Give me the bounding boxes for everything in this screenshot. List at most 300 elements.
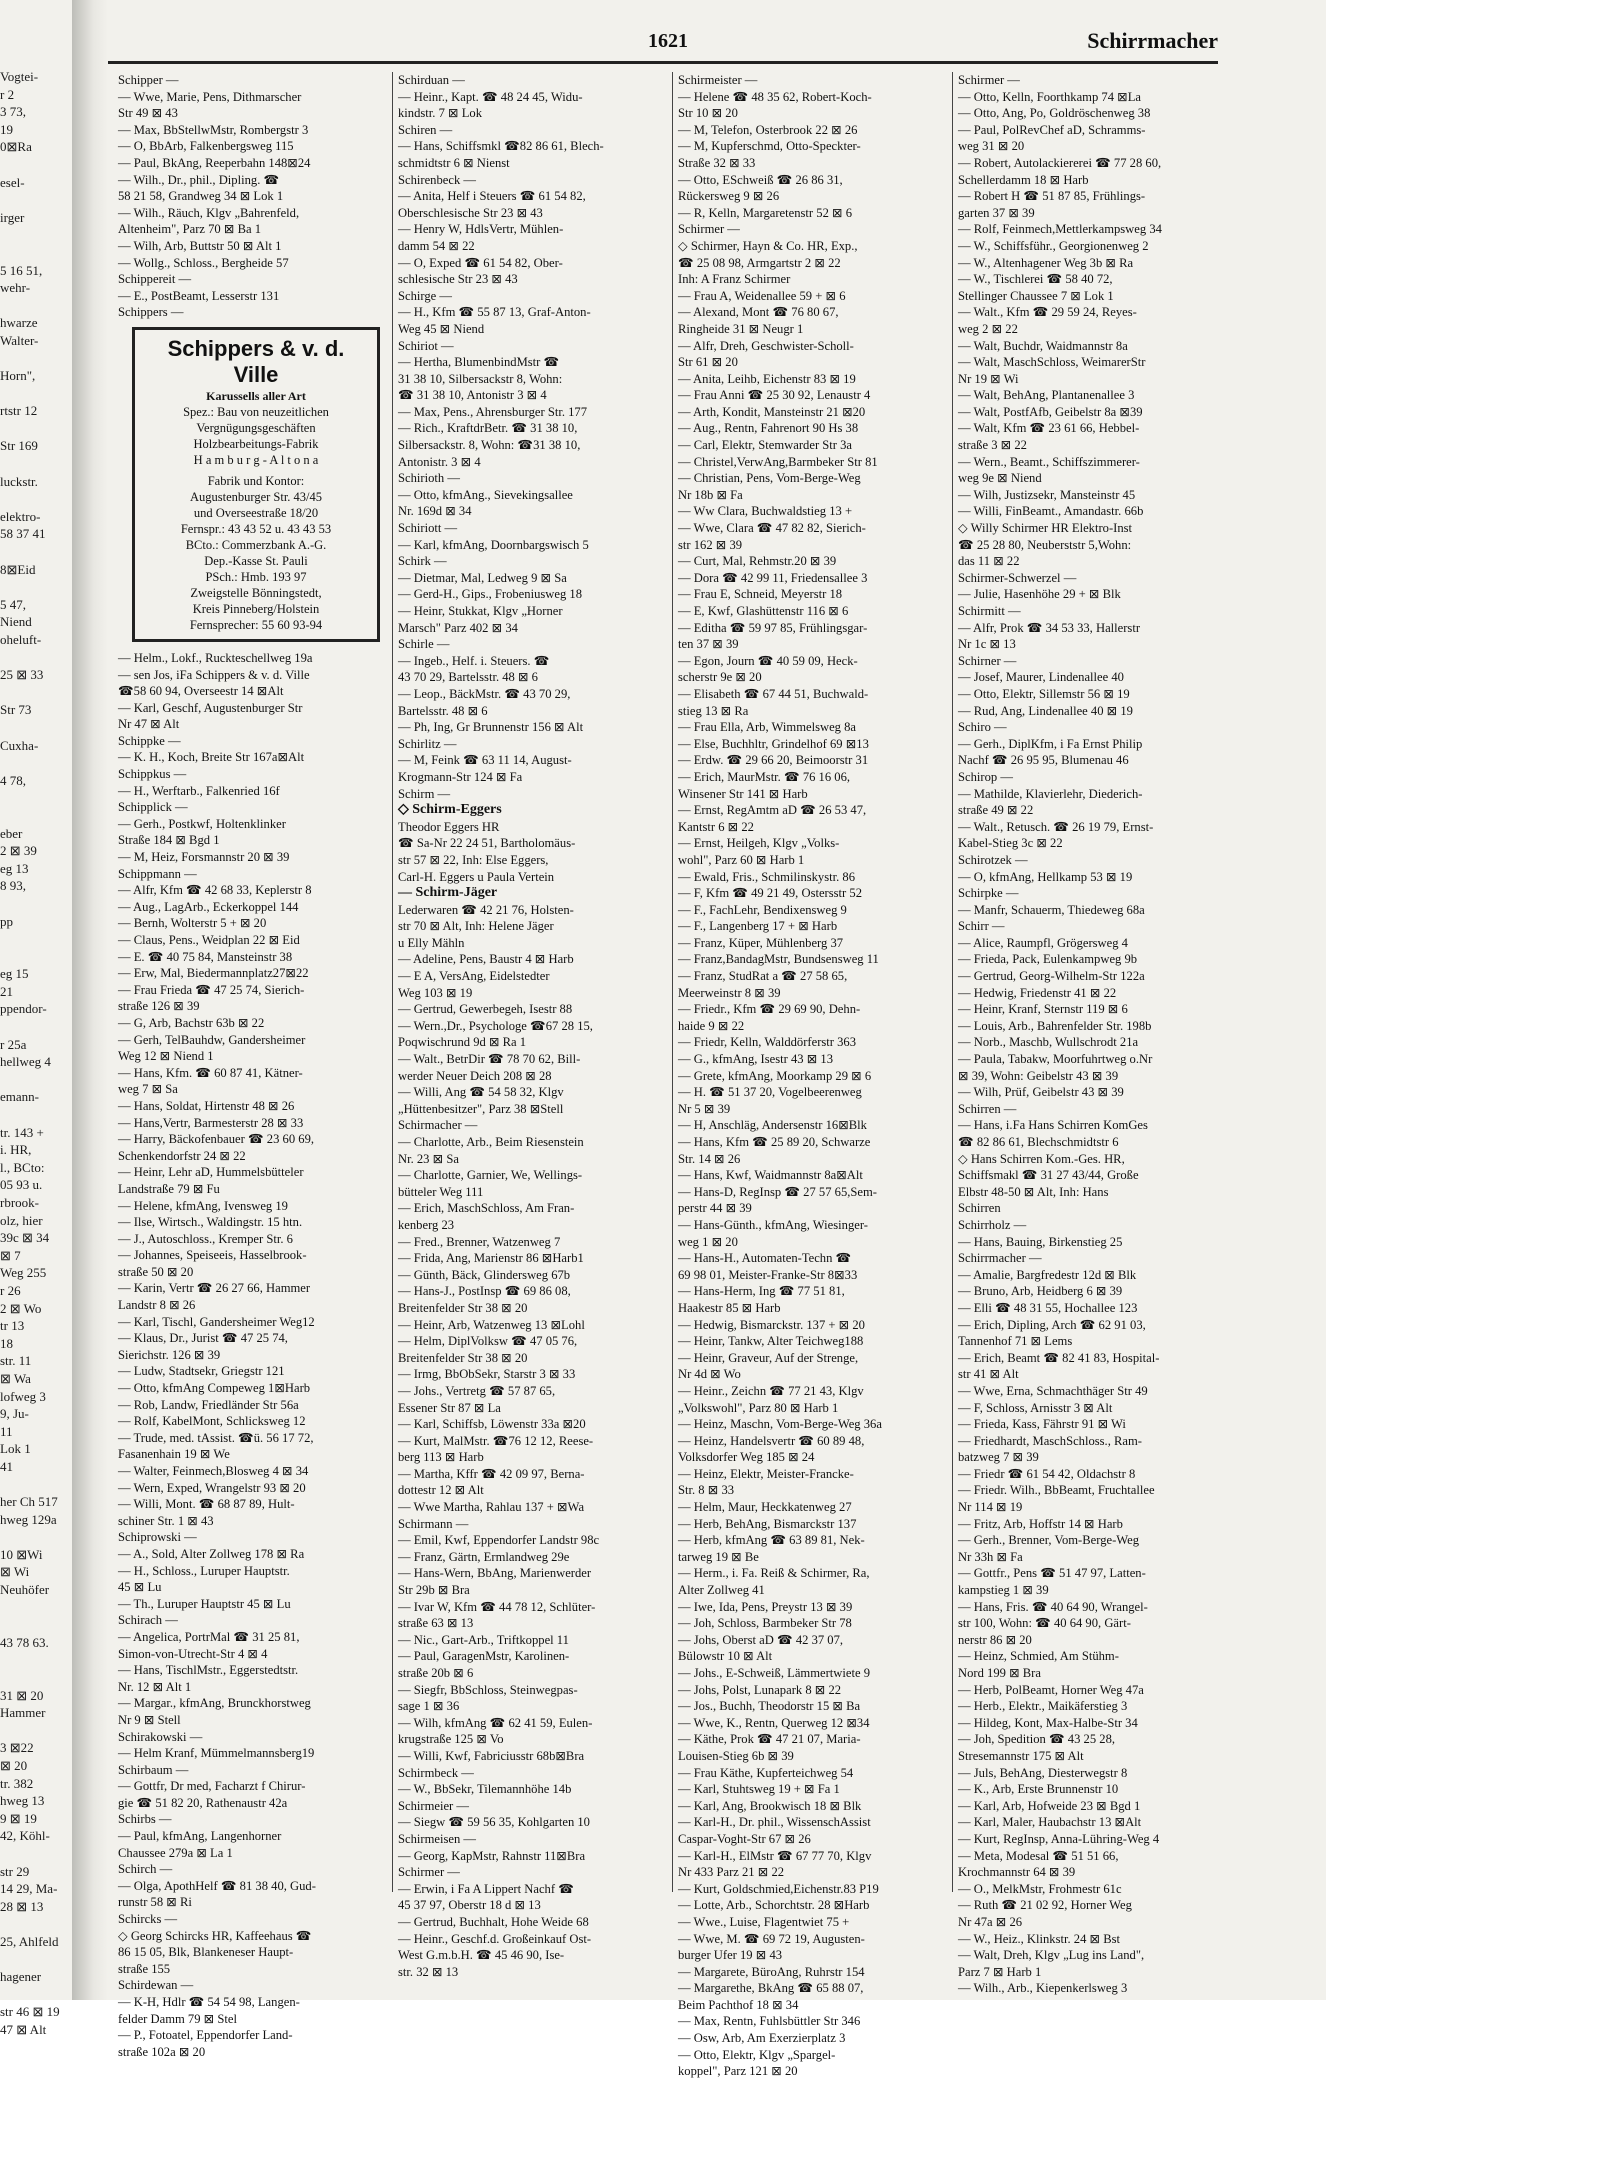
directory-entry: — K. H., Koch, Breite Str 167a⊠Alt [118, 750, 305, 765]
directory-entry: — Alfr, Prok ☎ 34 53 33, Hallerstr [958, 620, 1141, 635]
spill-line [0, 1616, 72, 1634]
directory-entry: — P., Fotoatel, Eppendorfer Land- [118, 2028, 293, 2043]
directory-entry: Schirrholz — [958, 1217, 1027, 1232]
spill-line: 39c ⊠ 34 [0, 1230, 50, 1246]
directory-entry: Schippereit — [118, 272, 192, 287]
directory-entry: — Walt, Kfm ☎ 23 61 66, Hebbel- [958, 421, 1140, 436]
directory-entry: 58 21 58, Grandweg 34 ⊠ Lok 1 [118, 189, 284, 204]
spill-line: 43 78 63. [0, 1634, 49, 1650]
spill-line [0, 385, 72, 403]
directory-entry: — Elisabeth ☎ 67 44 51, Buchwald- [678, 686, 869, 701]
directory-entry: — Walt, BehAng, Plantanenallee 3 [958, 388, 1135, 403]
directory-entry: — Heinz, Elektr, Meister-Francke- [678, 1466, 854, 1481]
directory-entry: Nr 5 ⊠ 39 [678, 1101, 731, 1116]
directory-entry: stieg 13 ⊠ Ra [678, 703, 749, 718]
directory-entry: str 162 ⊠ 39 [678, 537, 743, 552]
spill-line: hellweg 4 [0, 1054, 51, 1070]
directory-entry: Nr 114 ⊠ 19 [958, 1500, 1023, 1515]
directory-entry: Inh: A Franz Schirmer [678, 272, 791, 287]
directory-entry: — E, Kwf, Glashüttenstr 116 ⊠ 6 [678, 604, 849, 618]
directory-entry: dottestr 12 ⊠ Alt [398, 1483, 484, 1498]
spill-line: str 46 ⊠ 19 [0, 2004, 60, 2020]
directory-entry: straße 20b ⊠ 6 [398, 1666, 474, 1680]
directory-entry: Schirmeier — [398, 1798, 469, 1813]
directory-entry: — Ww Clara, Buchwaldstieg 13 + [678, 504, 853, 519]
directory-entry: Nr 47 ⊠ Alt [118, 717, 180, 732]
spill-line: Str 169 [0, 438, 38, 454]
directory-entry: — Hans-D, RegInsp ☎ 27 57 65,Sem- [678, 1184, 877, 1199]
directory-entry: — Karl, Stuhtsweg 19 + ⊠ Fa 1 [678, 1782, 840, 1797]
spill-line [0, 490, 72, 508]
directory-entry: — Otto, Elektr, Klgv „Spargel- [678, 2047, 836, 2062]
spill-line: Hammer [0, 1705, 46, 1721]
directory-entry: — Willi, Kwf, Fabriciusstr 68b⊠Bra [398, 1748, 585, 1763]
directory-entry: — Wern., Beamt., Schiffszimmerer- [958, 454, 1140, 469]
directory-entry: — Ernst, Heilgeh, Klgv „Volks- [678, 836, 840, 851]
directory-entry: garten 37 ⊠ 39 [958, 205, 1035, 220]
directory-entry: Schiriott — [398, 521, 458, 536]
directory-entry: Str. 8 ⊠ 33 [678, 1483, 735, 1498]
directory-entry: — Henry W, HdlsVertr, Mühlen- [398, 222, 564, 237]
spill-line [0, 1915, 72, 1933]
directory-entry: str 70 ⊠ Alt, Inh: Helene Jäger [398, 919, 554, 934]
spill-line: Niend [0, 614, 32, 630]
directory-entry: Krogmann-Str 124 ⊠ Fa [398, 769, 523, 784]
spill-line: str. 11 [0, 1353, 32, 1369]
directory-entry: — Egon, Journ ☎ 40 59 09, Heck- [678, 653, 858, 668]
spill-line: 25 ⊠ 33 [0, 667, 44, 683]
column-2 [398, 72, 666, 1992]
directory-entry: — Charlotte, Garnier, We, Wellings- [398, 1168, 583, 1183]
directory-entry: Caspar-Voght-Str 67 ⊠ 26 [678, 1831, 811, 1846]
directory-entry: — Otto, kfmAng Compeweg 1⊠Harb [118, 1381, 311, 1396]
directory-entry: — Herb, kfmAng ☎ 63 89 81, Nek- [678, 1533, 865, 1548]
spill-line [0, 895, 72, 913]
directory-entry: — Wern, Exped, Wrangelstr 93 ⊠ 20 [118, 1480, 306, 1495]
directory-entry: — Rob, Landw, Friedländer Str 56a [118, 1397, 299, 1412]
spill-line: 3 ⊠22 [0, 1740, 34, 1756]
directory-entry: — Wwe, K., Rentn, Querweg 12 ⊠34 [678, 1715, 870, 1730]
directory-entry: — Rolf, Feinmech,Mettlerkampsweg 34 [958, 222, 1162, 237]
directory-entry: — Anita, Leihb, Eichenstr 83 ⊠ 19 [678, 371, 856, 386]
directory-entry: — Fritz, Arb, Hoffstr 14 ⊠ Harb [958, 1516, 1123, 1531]
directory-entry: 45 ⊠ Lu [118, 1580, 162, 1595]
spill-line: 8⊠Eid [0, 561, 36, 577]
directory-entry: — Helm, Maur, Heckkatenweg 27 [678, 1500, 852, 1515]
spill-line [0, 1476, 72, 1494]
directory-entry: — Johs, Oberst aD ☎ 42 37 07, [678, 1632, 844, 1647]
spill-line [0, 1669, 72, 1687]
spill-line [0, 789, 72, 807]
ad-line: Augustenburger Str. 43/45 [189, 489, 323, 504]
spill-line: str 29 [0, 1863, 30, 1879]
directory-entry: — Friedr ☎ 61 54 42, Oldachstr 8 [958, 1466, 1136, 1481]
directory-entry: straße 3 ⊠ 22 [958, 438, 1027, 453]
directory-entry: — Heinr, Tankw, Alter Teichweg188 [678, 1334, 864, 1349]
directory-entry: Nr. 12 ⊠ Alt 1 [118, 1679, 192, 1694]
directory-entry: tarweg 19 ⊠ Be [678, 1549, 759, 1564]
directory-entry: — Martha, Kffr ☎ 42 09 97, Berna- [398, 1466, 585, 1481]
ad-line: Holzbearbeitungs-Fabrik [193, 436, 319, 451]
directory-entry: Bülowstr 10 ⊠ Alt [678, 1649, 773, 1664]
directory-entry: — Hans-J., PostInsp ☎ 69 86 08, [398, 1284, 571, 1299]
directory-entry: — Herb, BehAng, Bismarckstr 137 [678, 1516, 857, 1531]
directory-entry: — Ilse, Wirtsch., Waldingstr. 15 htn. [118, 1215, 303, 1230]
directory-entry: — Otto, ESchweiß ☎ 26 86 31, [678, 172, 843, 187]
directory-entry: Schircks — [118, 1912, 178, 1927]
directory-entry: — Hans, Kfm ☎ 25 89 20, Schwarze [678, 1135, 871, 1149]
spill-line: 31 ⊠ 20 [0, 1687, 44, 1703]
directory-entry: — Walt., BetrDir ☎ 78 70 62, Bill- [398, 1052, 581, 1067]
spill-line [0, 578, 72, 596]
directory-entry: gie ☎ 51 82 20, Rathenaustr 42a [118, 1795, 288, 1810]
directory-entry: — Aug., LagArb., Eckerkoppel 144 [118, 899, 299, 914]
directory-entry: nerstr 86 ⊠ 20 [958, 1632, 1032, 1647]
advertisement-box [132, 327, 380, 642]
directory-entry: — Hans, Kfm. ☎ 60 87 41, Kätner- [118, 1065, 303, 1080]
spill-line: hagener [0, 1969, 42, 1985]
directory-entry: — Karl, kfmAng, Doornbargswisch 5 [398, 537, 589, 552]
spill-line: wehr- [0, 280, 31, 296]
directory-entry: — Frau Käthe, Kupferteichweg 54 [678, 1765, 854, 1780]
spill-line: 05 93 u. [0, 1177, 43, 1193]
directory-entry: Schiffsmakl ☎ 31 27 43/44, Große [958, 1168, 1139, 1183]
directory-entry: — F., FachLehr, Bendixensweg 9 [678, 902, 847, 917]
directory-entry: — Hedwig, Bismarckstr. 137 + ⊠ 20 [678, 1317, 865, 1332]
spill-line: hwarze [0, 315, 38, 331]
directory-entry: str 41 ⊠ Alt [958, 1367, 1019, 1382]
directory-entry: — Heinr, Kranf, Sternstr 119 ⊠ 6 [958, 1002, 1128, 1017]
spill-line: hweg 13 [0, 1793, 45, 1809]
spill-line [0, 1599, 72, 1617]
directory-entry: — Heinz, Handelsvertr ☎ 60 89 48, [678, 1433, 865, 1448]
directory-entry: — Walt., Retusch. ☎ 26 19 79, Ernst- [958, 819, 1154, 834]
ad-line: BCto.: Commerzbank A.-G. [185, 537, 327, 552]
spill-line: 42, Köhl- [0, 1828, 50, 1844]
directory-entry: — Günth, Bäck, Glindersweg 67b [398, 1267, 571, 1282]
directory-entry: Schiro — [958, 720, 1007, 735]
spill-line: hweg 129a [0, 1511, 57, 1527]
directory-entry: Nr 19 ⊠ Wi [958, 371, 1019, 386]
directory-entry: Nr 4d ⊠ Wo [678, 1367, 741, 1382]
directory-entry: — Carl, Elektr, Stemwarder Str 3a [678, 438, 853, 453]
directory-entry: ◇ Georg Schircks HR, Kaffeehaus ☎ [118, 1928, 312, 1943]
directory-entry: — Hans, Bauing, Birkenstieg 25 [958, 1234, 1123, 1249]
directory-entry: Nr 9 ⊠ Stell [118, 1712, 181, 1727]
directory-entry: wohl", Parz 60 ⊠ Harb 1 [678, 852, 805, 867]
spill-line [0, 1845, 72, 1863]
directory-entry: — Johs., Vertretg ☎ 57 87 65, [398, 1383, 556, 1398]
directory-entry: — Adeline, Pens, Baustr 4 ⊠ Harb [398, 952, 574, 967]
directory-entry: Landstraße 79 ⊠ Fu [118, 1181, 220, 1196]
directory-entry: Nr 1c ⊠ 13 [958, 637, 1016, 652]
spill-line [0, 684, 72, 702]
directory-entry: Schirdewan — [118, 1978, 194, 1993]
directory-entry: — Harry, Bäckofenbauer ☎ 23 60 69, [118, 1132, 315, 1147]
directory-entry: felder Damm 79 ⊠ Stel [118, 2011, 237, 2026]
directory-entry: Fasanenhain 19 ⊠ We [118, 1447, 230, 1462]
directory-entry: — Irmg, BbObSekr, Starstr 3 ⊠ 33 [398, 1367, 576, 1382]
directory-entry: Schirmer — [678, 222, 740, 237]
spill-line: 8 93, [0, 878, 26, 894]
spill-line [0, 1071, 72, 1089]
directory-entry: Louisen-Stieg 6b ⊠ 39 [678, 1748, 794, 1763]
directory-entry: Schiriot — [398, 338, 454, 353]
directory-entry: — Otto, Elektr, Sillemstr 56 ⊠ 19 [958, 686, 1130, 701]
directory-entry: — Wilh, Justizsekr, Mansteinstr 45 [958, 487, 1136, 502]
directory-entry: Rückersweg 9 ⊠ 26 [678, 189, 780, 204]
directory-entry: — Schirm-Jäger [398, 885, 498, 901]
spill-line: ⊠ Wa [0, 1370, 31, 1386]
directory-entry: krugstraße 125 ⊠ Vo [398, 1732, 504, 1747]
spill-line: lofweg 3 [0, 1388, 46, 1404]
directory-entry: — Helm, DiplVolksw ☎ 47 05 76, [398, 1334, 578, 1349]
directory-entry: Lederwaren ☎ 42 21 76, Holsten- [398, 902, 574, 917]
ad-title: Schippers & v. d. Ville [167, 335, 345, 387]
ad-line: Zweigstelle Bönningstedt, [190, 585, 322, 600]
directory-entry: werder Neuer Deich 208 ⊠ 28 [398, 1068, 552, 1083]
spill-line [0, 930, 72, 948]
directory-entry: — Josef, Maurer, Lindenallee 40 [958, 670, 1124, 685]
directory-entry: — Wwe., Luise, Flagentwiet 75 + [678, 1914, 850, 1929]
spill-line: Horn", [0, 368, 36, 384]
directory-entry: — Erdw. ☎ 29 66 20, Beimoorstr 31 [678, 753, 869, 768]
spill-line [0, 1986, 72, 2004]
directory-entry: — Anita, Helf i Steuers ☎ 61 54 82, [398, 189, 586, 204]
directory-entry: Stresemannstr 175 ⊠ Alt [958, 1748, 1084, 1763]
directory-entry: — Gerh., Brenner, Vom-Berge-Weg [958, 1533, 1140, 1548]
directory-entry: — Hans, Soldat, Hirtenstr 48 ⊠ 26 [118, 1098, 295, 1113]
directory-entry: — Gerh., DiplKfm, i Fa Ernst Philip [958, 736, 1143, 751]
directory-entry: — Walt, PostfAfb, Geibelstr 8a ⊠39 [958, 404, 1143, 419]
directory-entry: Schirmbeck — [398, 1765, 474, 1780]
directory-entry: — Erich, MaschSchloss, Am Fran- [398, 1201, 575, 1216]
spill-line [0, 297, 72, 315]
directory-entry: — Willi, Ang ☎ 54 58 32, Klgv [398, 1085, 564, 1100]
directory-entry: Schirch — [118, 1862, 173, 1877]
directory-entry: — Erich, Dipling, Arch ☎ 62 91 03, [958, 1317, 1146, 1332]
directory-entry: — Herm., i. Fa. Reiß & Schirmer, Ra, [678, 1566, 870, 1581]
directory-entry: Nr. 169d ⊠ 34 [398, 504, 472, 519]
directory-entry: Haakestr 85 ⊠ Harb [678, 1300, 781, 1315]
directory-entry: — Johs., E-Schweiß, Lämmertwiete 9 [678, 1666, 871, 1680]
directory-entry: Schirner — [958, 653, 1017, 668]
directory-entry: u Elly Mähln [398, 935, 465, 950]
directory-entry: — Wwe, Marie, Pens, Dithmarscher [118, 89, 302, 104]
directory-entry: Ringheide 31 ⊠ Neugr 1 [678, 321, 804, 336]
directory-entry: — Franz, StudRat a ☎ 27 58 65, [678, 969, 848, 984]
directory-entry: — Otto, Ang, Po, Goldröschenweg 38 [958, 106, 1151, 121]
spill-line [0, 156, 72, 174]
directory-entry: — Aug., Rentn, Fahrenort 90 Hs 38 [678, 421, 859, 436]
spill-line: Cuxha- [0, 737, 39, 753]
directory-entry: Schirakowski — [118, 1729, 203, 1744]
directory-entry: 43 70 29, Bartelsstr. 48 ⊠ 6 [398, 670, 538, 685]
directory-entry: — Gerd-H., Gips., Frobeniusweg 18 [398, 587, 582, 602]
directory-entry: — Kurt, Goldschmied,Eichenstr.83 P19 [678, 1881, 879, 1896]
spill-line: l., BCto: [0, 1159, 45, 1175]
directory-entry: Meerweinstr 8 ⊠ 39 [678, 985, 781, 1000]
directory-entry: Alter Zollweg 41 [678, 1583, 765, 1598]
directory-entry: — Alice, Raumpfl, Grögersweg 4 [958, 935, 1128, 950]
directory-entry: — Osw, Arb, Am Exerzierplatz 3 [678, 2031, 846, 2046]
spill-line [0, 244, 72, 262]
spill-line: 9 ⊠ 19 [0, 1810, 37, 1826]
directory-entry: Altenheim", Parz 70 ⊠ Ba 1 [118, 222, 262, 237]
directory-entry: — Arth, Kondit, Mansteinstr 21 ⊠20 [678, 404, 866, 419]
directory-entry: Oberschlesische Str 23 ⊠ 43 [398, 205, 543, 220]
spill-line: eber [0, 825, 23, 841]
directory-entry: Landstr 8 ⊠ 26 [118, 1298, 196, 1313]
directory-entry: — Olga, ApothHelf ☎ 81 38 40, Gud- [118, 1878, 316, 1893]
directory-entry: Nr. 23 ⊠ Sa [398, 1151, 459, 1166]
directory-entry: Schirmeister — [678, 73, 758, 87]
directory-entry: — Hildeg, Kont, Max-Halbe-Str 34 [958, 1715, 1138, 1730]
directory-entry: — O., MelkMstr, Frohmestr 61c [958, 1881, 1122, 1896]
directory-entry: — Walter, Feinmech,Blosweg 4 ⊠ 34 [118, 1464, 309, 1478]
directory-entry: — Ernst, RegAmtm aD ☎ 26 53 47, [678, 803, 867, 818]
directory-entry: ◇ Hans Schirren Kom.-Ges. HR, [958, 1151, 1125, 1166]
spill-line: elektro- [0, 508, 41, 524]
directory-entry: — Hans, Schiffsmkl ☎82 86 61, Blech- [398, 139, 604, 154]
directory-entry: kampstieg 1 ⊠ 39 [958, 1583, 1049, 1598]
directory-entry: — Paul, kfmAng, Langenhorner [118, 1829, 282, 1844]
directory-entry: Schirlitz — [398, 736, 457, 751]
directory-entry: weg 1 ⊠ 20 [678, 1234, 738, 1249]
directory-entry: Schipper — [118, 73, 179, 87]
directory-entry: Nachf ☎ 26 95 95, Blumenau 46 [958, 753, 1129, 768]
directory-entry: Schellerdamm 18 ⊠ Harb [958, 172, 1089, 187]
directory-entry: — Käthe, Prok ☎ 47 21 07, Maria- [678, 1732, 861, 1747]
directory-entry: — E., PostBeamt, Lesserstr 131 [118, 288, 280, 303]
spill-line: oheluft- [0, 632, 42, 647]
column-3 [678, 72, 946, 2079]
directory-entry: — Hans, TischlMstr., Eggerstedtstr. [118, 1663, 299, 1678]
directory-entry: Schirach — [118, 1613, 178, 1628]
spill-line: Lok 1 [0, 1441, 31, 1457]
directory-entry: — Claus, Pens., Weidplan 22 ⊠ Eid [118, 933, 300, 947]
spill-line: Weg 255 [0, 1265, 47, 1281]
directory-entry: Straße 184 ⊠ Bgd 1 [118, 833, 220, 848]
directory-entry: Weg 45 ⊠ Niend [398, 321, 485, 336]
directory-entry: — Gertrud, Georg-Wilhelm-Str 122a [958, 969, 1145, 984]
directory-entry: — O, kfmAng, Hellkamp 53 ⊠ 19 [958, 869, 1133, 884]
directory-entry: Antonistr. 3 ⊠ 4 [398, 454, 481, 469]
directory-entry: — Friedhardt, MaschSchloss., Ram- [958, 1433, 1142, 1448]
spill-line: 41 [0, 1458, 13, 1474]
directory-entry: — Karl, Maler, Haubachstr 13 ⊠Alt [958, 1815, 1142, 1830]
book-gutter [72, 0, 108, 2000]
directory-entry: Carl-H. Eggers u Paula Vertein [398, 869, 555, 884]
directory-entry: — W., Heiz., Klinkstr. 24 ⊠ Bst [958, 1931, 1121, 1946]
header-rule [108, 61, 1218, 64]
directory-entry: — Klaus, Dr., Jurist ☎ 47 25 74, [118, 1331, 288, 1346]
directory-entry: straße 155 [118, 1961, 171, 1976]
directory-entry: — Gerh, TelBauhdw, Gandersheimer [118, 1032, 306, 1047]
spill-line: 14 29, Ma- [0, 1881, 58, 1897]
column-divider [392, 72, 393, 1892]
directory-entry: — Erw, Mal, Biedermannplatz27⊠22 [118, 966, 309, 981]
spill-line [0, 455, 72, 473]
directory-entry: — Ivar W, Kfm ☎ 44 78 12, Schlüter- [398, 1599, 596, 1614]
spill-line: 58 37 41 [0, 526, 46, 542]
directory-entry: Schippers — [118, 305, 184, 320]
directory-entry: — Wilh., Räuch, Klgv „Bahrenfeld, [118, 205, 300, 220]
directory-entry: — Meta, Modesal ☎ 51 51 66, [958, 1848, 1119, 1863]
spill-line: Vogtei- [0, 69, 39, 84]
directory-entry: — Frau Anni ☎ 25 30 92, Lenaustr 4 [678, 388, 871, 403]
directory-entry: — Margarete, BüroAng, Ruhrstr 154 [678, 1964, 865, 1979]
directory-entry: Nr 47a ⊠ 26 [958, 1914, 1023, 1929]
page-header [108, 22, 1218, 64]
directory-entry: — Walt, MaschSchloss, WeimarerStr [958, 355, 1146, 370]
directory-entry: West G.m.b.H. ☎ 45 46 90, Ise- [398, 1948, 565, 1963]
directory-entry: ☎58 60 94, Overseestr 14 ⊠Alt [118, 684, 284, 699]
directory-entry: ☎ 82 86 61, Blechschmidtstr 6 [958, 1135, 1119, 1149]
directory-entry: Schirmitt — [958, 604, 1021, 618]
spill-line [0, 1106, 72, 1124]
directory-entry: burger Ufer 19 ⊠ 43 [678, 1948, 783, 1963]
ad-line: H a m b u r g - A l t o n a [193, 452, 319, 467]
spill-line: Neuhöfer [0, 1582, 50, 1598]
directory-entry: — Franz,BandagMstr, Bundsensweg 11 [678, 952, 879, 967]
directory-entry: Krochmannstr 64 ⊠ 39 [958, 1865, 1076, 1880]
spill-line: tr. 143 + [0, 1124, 44, 1140]
directory-entry: — Heinr, Lehr aD, Hummelsbütteler [118, 1165, 304, 1180]
directory-entry: Schippkus — [118, 767, 187, 782]
directory-entry: Nord 199 ⊠ Bra [958, 1666, 1041, 1680]
ad-line: PSch.: Hmb. 193 97 [205, 569, 307, 584]
spill-line: 2 ⊠ 39 [0, 843, 37, 859]
spill-line: Str 73 [0, 702, 32, 718]
directory-entry: — Ingeb., Helf. i. Steuers. ☎ [398, 653, 550, 668]
spill-line: r 25a [0, 1036, 27, 1052]
directory-entry: — G., kfmAng, Isestr 43 ⊠ 13 [678, 1052, 834, 1067]
directory-entry: „Volkswohl", Parz 80 ⊠ Harb 1 [678, 1400, 839, 1415]
directory-entry: Breitenfelder Str 38 ⊠ 20 [398, 1300, 528, 1315]
directory-entry: — Karl-H., ElMstr ☎ 67 77 70, Klgv [678, 1848, 872, 1863]
directory-entry: — Rolf, KabelMont, Schlicksweg 12 [118, 1414, 306, 1429]
left-page-spillover [0, 68, 72, 2037]
ad-line: Spez.: Bau von neuzeitlichen [183, 404, 329, 419]
directory-entry: — H., Werftarb., Falkenried 16f [118, 783, 280, 798]
directory-entry: — E. ☎ 40 75 84, Mansteinstr 38 [118, 949, 293, 964]
directory-entry: straße 50 ⊠ 20 [118, 1264, 194, 1279]
page-number: 1621 [648, 30, 688, 52]
directory-entry: straße 49 ⊠ 22 [958, 803, 1034, 818]
directory-entry: — Wwe Martha, Rahlau 137 + ⊠Wa [398, 1500, 585, 1515]
directory-entry: — Karl, Arb, Hofweide 23 ⊠ Bgd 1 [958, 1798, 1141, 1813]
directory-entry: — Bernh, Wolterstr 5 + ⊠ 20 [118, 916, 267, 931]
ad-line: Fabrik und Kontor: [207, 473, 305, 488]
directory-entry: Schirmer-Schwerzel — [958, 570, 1077, 585]
directory-entry: schmidtstr 6 ⊠ Nienst [398, 155, 510, 170]
directory-entry: — F., Langenberg 17 + ⊠ Harb [678, 919, 838, 934]
directory-entry: — Helene ☎ 48 35 62, Robert-Koch- [678, 89, 872, 104]
spill-line: rbrook- [0, 1195, 39, 1210]
directory-entry: — Rud, Ang, Lindenallee 40 ⊠ 19 [958, 703, 1133, 718]
spill-line: eg 13 [0, 860, 29, 876]
directory-entry: Str 49 ⊠ 43 [118, 106, 178, 121]
directory-entry: schiner Str. 1 ⊠ 43 [118, 1513, 214, 1528]
spill-line [0, 1722, 72, 1740]
directory-entry: — Heinr., Kapt. ☎ 48 24 45, Widu- [398, 89, 583, 104]
directory-entry: — Heinr., Geschf.d. Großeinkauf Ost- [398, 1931, 592, 1946]
directory-entry: Schirren [958, 1201, 1001, 1216]
spill-line: olz, hier [0, 1212, 43, 1228]
directory-entry: Schipplick — [118, 800, 188, 815]
directory-entry: — Friedr. Wilh., BbBeamt, Fruchtallee [958, 1483, 1155, 1498]
